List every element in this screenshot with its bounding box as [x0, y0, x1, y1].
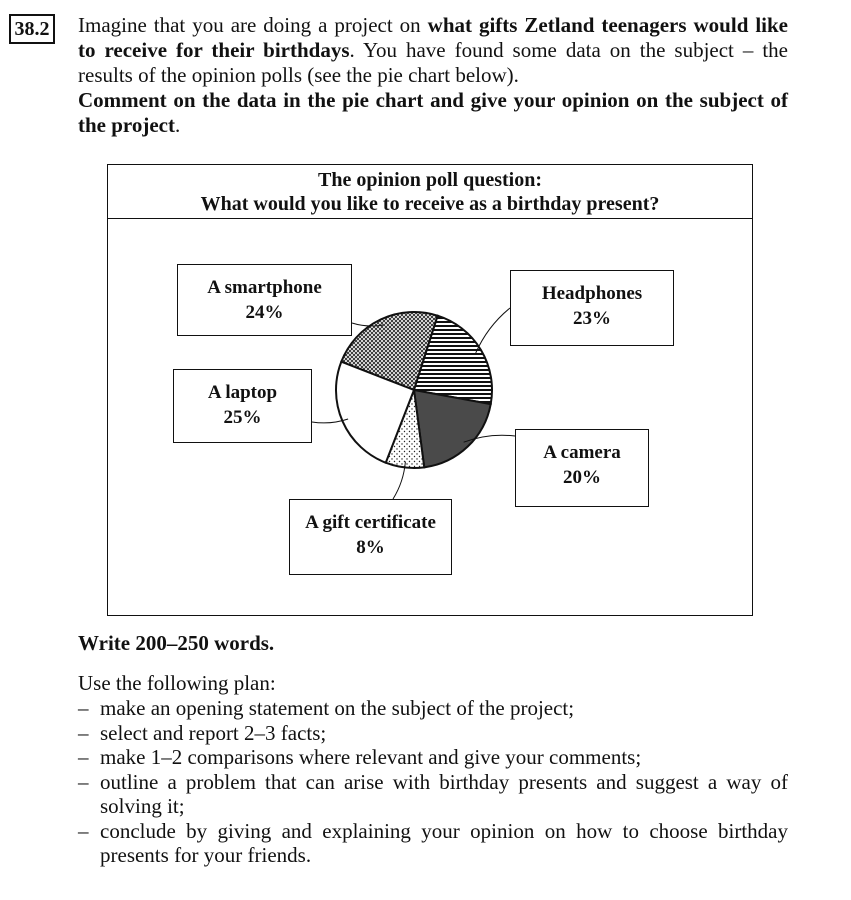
task-number: 38.2	[9, 14, 55, 44]
chart-title-line1: The opinion poll question:	[318, 169, 542, 191]
instruction-end: .	[175, 113, 181, 137]
plan-item	[78, 696, 788, 721]
label-gift-certificate-value: 8%	[356, 537, 385, 558]
plan-dash: –	[78, 745, 89, 769]
intro-text-1: Imagine that you are doing a project on	[78, 13, 428, 37]
label-gift-certificate-name: A gift certificate	[305, 512, 436, 533]
label-camera-name: A camera	[543, 442, 621, 463]
label-laptop	[173, 369, 312, 443]
label-camera	[515, 429, 649, 507]
plan-dash: –	[78, 769, 89, 794]
label-headphones-name: Headphones	[541, 283, 643, 304]
label-headphones-value: 23%	[573, 308, 611, 329]
plan-item	[78, 770, 788, 819]
plan-dash: –	[78, 818, 89, 843]
plan-item-text: conclude by giving and explaining your opinion on how to choose birthday presents for your friends.	[100, 818, 788, 867]
plan-item	[78, 721, 788, 746]
label-smartphone-name: A smartphone	[207, 277, 322, 298]
plan-item	[78, 745, 788, 770]
pie-chart-frame	[107, 164, 753, 616]
plan-item-text: outline a problem that can arise with birthday presents and suggest a way of solving it;	[100, 769, 788, 818]
plan-item-text: make an opening statement on the subject of the project;	[100, 696, 575, 720]
label-smartphone	[177, 264, 352, 336]
plan-item-text: make 1–2 comparisons where relevant and give your comments;	[100, 745, 642, 769]
label-camera-value: 20%	[563, 467, 601, 488]
instruction-text: Comment on the data in the pie chart and give your opinion on the subject of the project	[78, 88, 788, 137]
label-laptop-name: A laptop	[207, 382, 278, 403]
label-gift-certificate	[289, 499, 452, 575]
plan-list	[78, 696, 788, 868]
plan-item	[78, 819, 788, 868]
chart-title-line2: What would you like to receive as a birthday present?	[200, 193, 660, 215]
leader-line-headphones	[476, 308, 510, 353]
pie-slice-a-camera	[414, 390, 491, 467]
plan-item-text: select and report 2–3 facts;	[100, 720, 327, 745]
label-headphones	[510, 270, 674, 346]
intro-paragraph	[78, 13, 788, 88]
word-count-instruction: Write 200–250 words.	[78, 631, 275, 655]
instruction-paragraph	[78, 88, 788, 138]
plan-dash: –	[78, 696, 89, 720]
plan-dash: –	[78, 720, 89, 745]
task-intro	[78, 13, 788, 138]
plan-title: Use the following plan:	[78, 671, 276, 695]
label-smartphone-value: 24%	[245, 302, 284, 323]
intro-topic: what gifts Zetland teenagers would like to receive for their birthdays	[78, 13, 789, 62]
label-laptop-value: 25%	[223, 407, 262, 428]
intro-text-2: . You have found some data on the subject – the results of the opinion polls (see the pie chart below).	[78, 38, 788, 87]
